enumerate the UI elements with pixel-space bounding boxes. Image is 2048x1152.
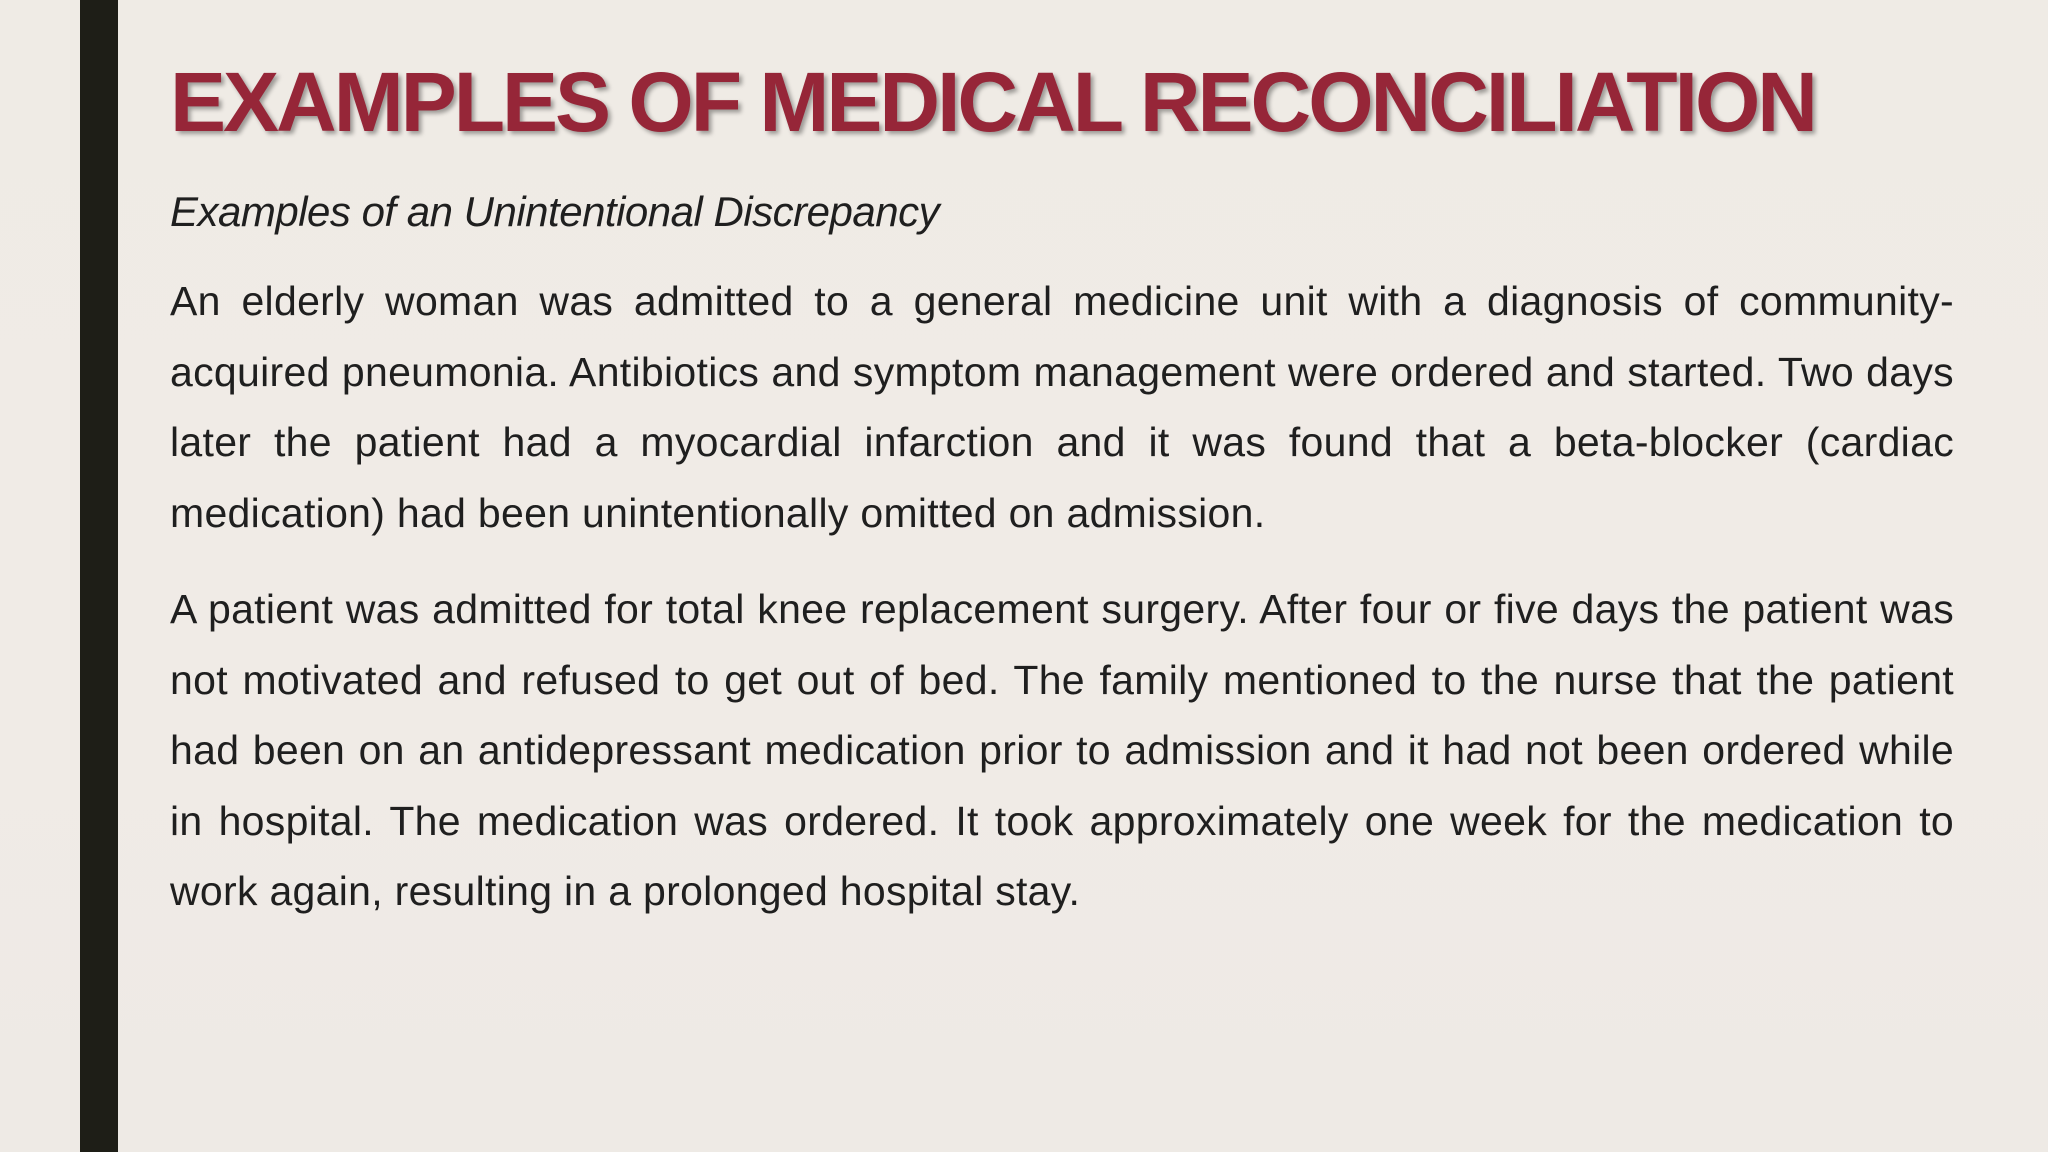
left-accent-bar [80,0,118,1152]
slide-subtitle: Examples of an Unintentional Discrepancy [170,188,940,235]
slide-content [170,52,1954,927]
example-paragraph-1: An elderly woman was admitted to a general medicine unit with a diagnosis of community-acquired pneumonia. Antibiotics and symptom management were ordered and started. Two days later the patient had a myocardial infarction and it was found that a beta-blocker (cardiac medication) had been unintentionally omitted on admission. [170,278,1954,536]
slide-title: EXAMPLES OF MEDICAL RECONCILIATION [170,55,1815,149]
example-paragraph-2: A patient was admitted for total knee replacement surgery. After four or five days the patient was not motivated and refused to get out of bed. The family mentioned to the nurse that the patient had been on an antidepressant medication prior to admission and it had not been ordered while in hospital. The medication was ordered. It took approximately one week for the medication to work again, resulting in a prolonged hospital stay. [170,586,1954,914]
